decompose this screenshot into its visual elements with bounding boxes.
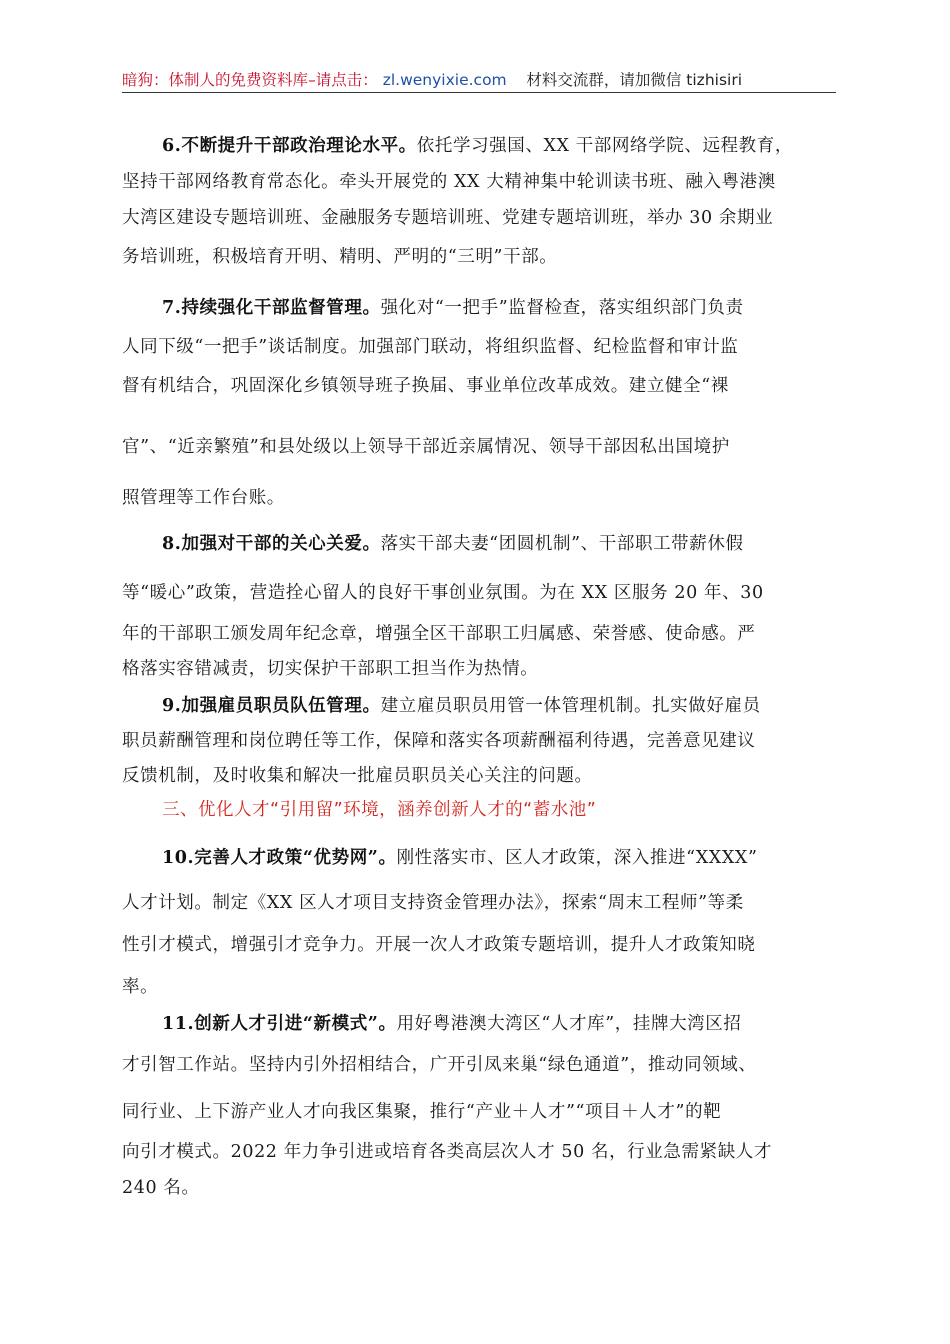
paragraph-line: 11.创新人才引进“新模式”。用好粤港澳大湾区“人才库”，挂牌大湾区招 — [162, 1014, 742, 1034]
header-brand: 暗狗：体制人的免费资料库 — [122, 71, 309, 89]
paragraph-line: 反馈机制，及时收集和解决一批雇员职员关心关注的问题。 — [122, 766, 593, 786]
paragraph-line: 等“暖心”政策，营造拴心留人的良好干事创业氛围。为在 XX 区服务 20 年、30 — [122, 583, 764, 603]
item-title: 8.加强对干部的关心关爱。 — [162, 534, 381, 554]
paragraph-line: 才引智工作站。坚持内引外招相结合，广开引凤来巢“绿色通道”，推动同领域、 — [122, 1055, 757, 1075]
item-title: 7.持续强化干部监督管理。 — [162, 298, 381, 318]
paragraph-line: 8.加强对干部的关心关爱。落实干部夫妻“团圆机制”、干部职工带薪休假 — [162, 534, 744, 554]
paragraph-line: 人同下级“一把手”谈话制度。加强部门联动，将组织监督、纪检监督和审计监 — [122, 337, 739, 357]
paragraph-line: 同行业、上下游产业人才向我区集聚，推行“产业＋人才”“项目＋人才”的靶 — [122, 1102, 722, 1122]
page-header — [122, 68, 836, 93]
paragraph-line: 率。 — [122, 977, 159, 997]
paragraph-line: 坚持干部网络教育常态化。牵头开展党的 XX 大精神集中轮训读书班、融入粤港澳 — [122, 172, 776, 192]
header-prompt: –请点击： — [308, 71, 378, 89]
item-title: 6.不断提升干部政治理论水平。 — [162, 136, 417, 156]
paragraph-line: 240 名。 — [122, 1178, 200, 1198]
paragraph-line: 6.不断提升干部政治理论水平。依托学习强国、XX 干部网络学院、远程教育， — [162, 136, 793, 156]
paragraph-line: 向引才模式。2022 年力争引进或培育各类高层次人才 50 名，行业急需紧缺人才 — [122, 1142, 772, 1162]
paragraph-line: 照管理等工作台账。 — [122, 488, 285, 508]
header-group-note: 材料交流群，请加微信 tizhisiri — [526, 71, 743, 89]
paragraph-line: 大湾区建设专题培训班、金融服务专题培训班、党建专题培训班，举办 30 余期业 — [122, 208, 774, 228]
item-title: 10.完善人才政策“优势网”。 — [162, 848, 397, 868]
paragraph-line: 9.加强雇员职员队伍管理。建立雇员职员用管一体管理机制。扎实做好雇员 — [162, 696, 761, 716]
paragraph-line: 年的干部职工颁发周年纪念章，增强全区干部职工归属感、荣誉感、使命感。严 — [122, 624, 756, 644]
paragraph-line: 性引才模式，增强引才竞争力。开展一次人才政策专题培训，提升人才政策知晓 — [122, 935, 756, 955]
paragraph-line: 职员薪酬管理和岗位聘任等工作，保障和落实各项薪酬福利待遇，完善意见建议 — [122, 731, 756, 751]
paragraph-line: 务培训班，积极培育开明、精明、严明的“三明”干部。 — [122, 247, 558, 267]
section-heading: 三、优化人才“引用留”环境，涵养创新人才的“蓄水池” — [162, 800, 597, 820]
item-title: 11.创新人才引进“新模式”。 — [162, 1014, 397, 1034]
paragraph-line: 人才计划。制定《XX 区人才项目支持资金管理办法》，探索“周末工程师”等柔 — [122, 893, 744, 913]
item-title: 9.加强雇员职员队伍管理。 — [162, 696, 381, 716]
paragraph-line: 官”、“近亲繁殖”和县处级以上领导干部近亲属情况、领导干部因私出国境护 — [122, 437, 730, 457]
paragraph-line: 7.持续强化干部监督管理。强化对“一把手”监督检查，落实组织部门负责 — [162, 298, 744, 318]
paragraph-line: 10.完善人才政策“优势网”。刚性落实市、区人才政策，深入推进“XXXX” — [162, 848, 758, 868]
paragraph-line: 格落实容错减责，切实保护干部职工担当作为热情。 — [122, 659, 539, 679]
header-url-link[interactable]: zl.wenyixie.com — [382, 71, 507, 89]
paragraph-line: 督有机结合，巩固深化乡镇领导班子换届、事业单位改革成效。建立健全“裸 — [122, 376, 729, 396]
